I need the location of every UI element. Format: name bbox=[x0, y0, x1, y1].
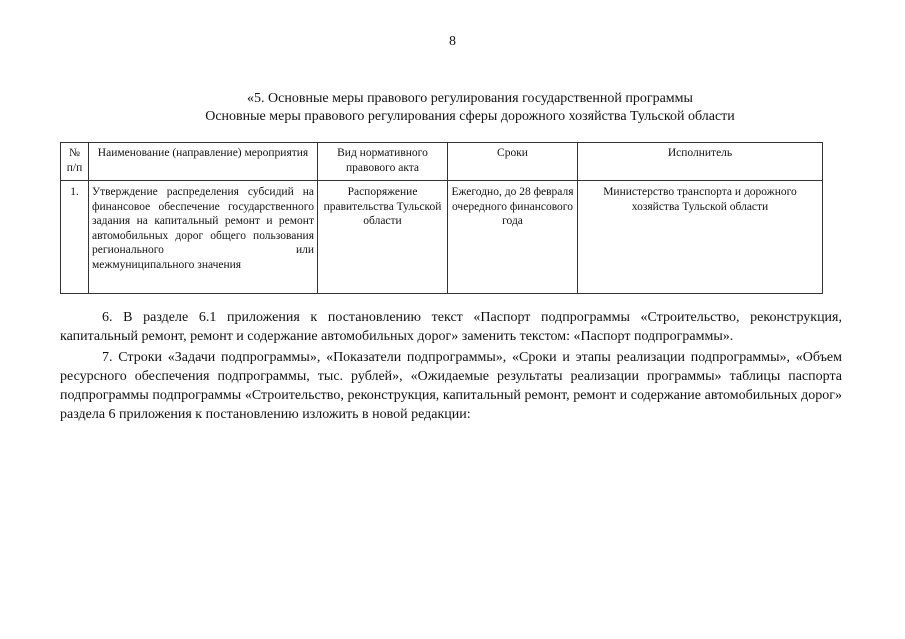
section-heading bbox=[150, 90, 790, 126]
header-terms: Сроки bbox=[448, 143, 578, 181]
table-row bbox=[61, 181, 823, 294]
paragraph-7: 7. Строки «Задачи подпрограммы», «Показатели подпрограммы», «Сроки и этапы реализации подпрограммы», «Объем ресурсного обеспечения подпрограммы, тыс. рублей», «Ожидаемые результаты реализации программы» таблицы паспорта подпрограммы подпрограммы «Строительство, реконструкция, капитальный ремонт, ремонт и содержание автомобильных дорог» раздела 6 приложения к постановлению изложить в новой редакции: bbox=[60, 350, 842, 422]
page-number: 8 bbox=[449, 34, 456, 49]
header-executor: Исполнитель bbox=[578, 143, 823, 181]
header-act: Вид нормативного правового акта bbox=[318, 143, 448, 181]
cell-executor: Министерство транспорта и дорожного хозяйства Тульской области bbox=[578, 181, 823, 294]
table-header-row bbox=[61, 143, 823, 181]
paragraph-6: 6. В разделе 6.1 приложения к постановлению текст «Паспорт подпрограммы «Строительство, реконструкция, капитальный ремонт, ремонт и содержание автомобильных дорог» заменить текстом: «Паспорт подпрограммы». bbox=[60, 310, 842, 344]
cell-terms: Ежегодно, до 28 февраля очередного финансового года bbox=[448, 181, 578, 294]
cell-num: 1. bbox=[61, 181, 89, 294]
cell-name-text: Утверждение распределения субсидий на финансовое обеспечение государственного задания на капитальный ремонт и ремонт автомобильных дорог общего пользования регионального или bbox=[92, 186, 314, 256]
header-name: Наименование (направление) мероприятия bbox=[89, 143, 318, 181]
heading-line-2: Основные меры правового регулирования сферы дорожного хозяйства Тульской области bbox=[205, 109, 735, 124]
cell-name-last-line: межмуниципального значения bbox=[92, 258, 242, 271]
cell-act: Распоряжение правительства Тульской области bbox=[318, 181, 448, 294]
cell-name bbox=[89, 181, 318, 294]
legal-measures-table bbox=[60, 142, 823, 294]
heading-line-1: «5. Основные меры правового регулирования государственной программы bbox=[247, 91, 693, 106]
header-num: № п/п bbox=[61, 143, 89, 181]
